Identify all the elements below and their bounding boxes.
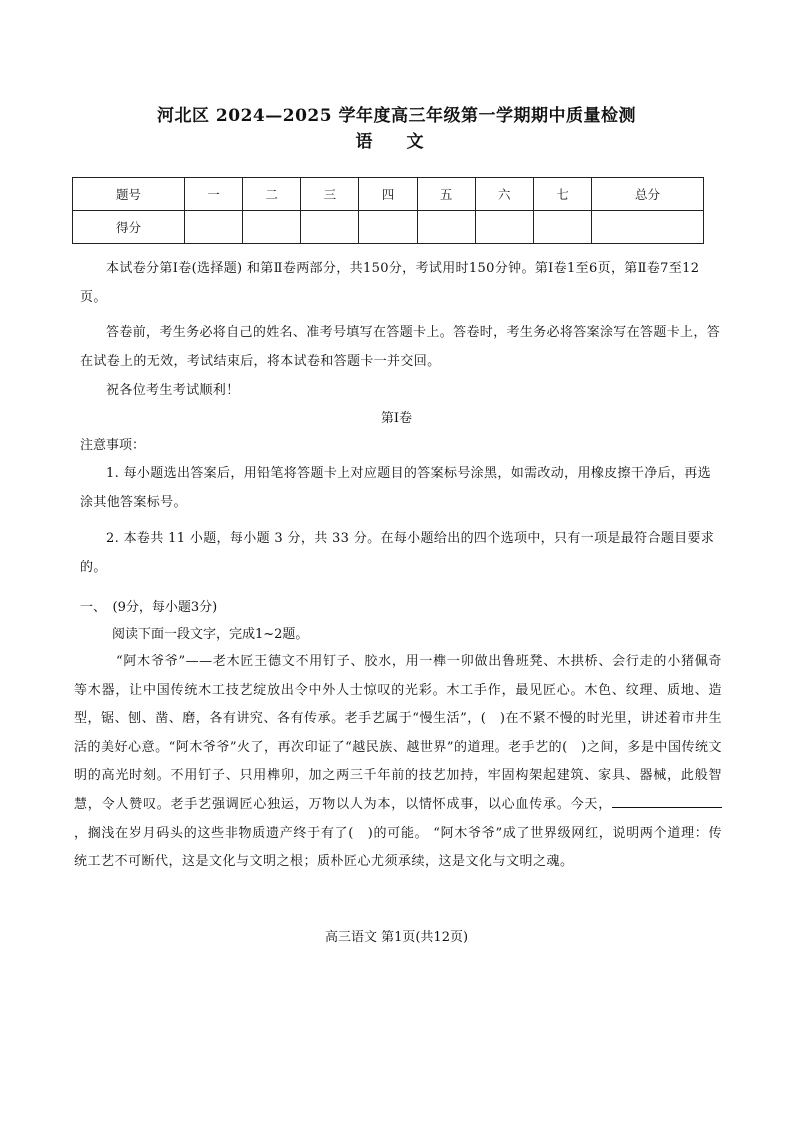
page-footer: 高三语文 第1页(共12页) [324, 930, 469, 945]
score-table-header-cell: 题号 [73, 178, 185, 211]
score-table-header-cell: 三 [301, 178, 359, 211]
score-row-label: 得分 [73, 211, 185, 244]
exam-title: 河北区 2024—2025 学年度高三年级第一学期期中质量检测 [157, 106, 636, 126]
score-input-cell [533, 211, 591, 244]
fill-in-blank[interactable] [612, 793, 722, 808]
score-input-cell [417, 211, 475, 244]
part-one-instruction: 阅读下面一段文字，完成1~2题。 [112, 627, 309, 642]
notice-label: 注意事项： [80, 438, 146, 453]
score-input-cell [592, 211, 704, 244]
score-table [72, 177, 704, 244]
score-table-header-cell: 总分 [592, 178, 704, 211]
score-input-cell [243, 211, 301, 244]
score-table-score-row [73, 211, 704, 244]
score-table-header-cell: 四 [359, 178, 417, 211]
part-one-heading: 一、 (9分，每小题3分) [80, 600, 218, 615]
intro-paragraph-3: 祝各位考生考试顺利！ [106, 383, 240, 398]
notice-item-1: 1. 每小题选出答案后，用铅笔将答题卡上对应题目的答案标号涂黑，如需改动，用橡皮擦干净后，再选涂其他答案标号。 [80, 466, 711, 510]
score-table-header-cell: 一 [184, 178, 242, 211]
score-table-header-row [73, 178, 704, 211]
intro-paragraph-1: 本试卷分第Ⅰ卷(选择题) 和第Ⅱ卷两部分，共150分，考试用时150分钟。第Ⅰ卷1至6页，第Ⅱ卷7至12页。 [80, 261, 700, 305]
reading-passage [74, 648, 722, 877]
score-table-header-cell: 五 [417, 178, 475, 211]
passage-part-a: “阿木爷爷”——老木匠王德文不用钉子、胶水，用一榫一卯做出鲁班凳、木拱桥、会行走的小猪佩奇等木器，让中国传统木工技艺绽放出令中外人士惊叹的光彩。木工手作，最见匠心。木色、纹理、质地、造型，锯、刨、凿、磨，各有讲究、各有传承。老手艺属于“慢生活”，( )在不紧不慢的时光里，讲述着市井生活的美好心意。“阿木爷爷”火了，再次印证了“越民族、越世界”的道理。老手艺的( )之间，多是中国传统文明的高光时刻。不用钉子、只用榫卯，加之两三千年前的技艺加持，牢固构架起建筑、家具、器械，此般智慧，令人赞叹。老手艺强调匠心独运，万物以人为本，以情怀成事，以心血传承。今天， [74, 654, 722, 812]
score-input-cell [184, 211, 242, 244]
section-heading: 第Ⅰ卷 [380, 411, 413, 426]
score-table-header-cell: 七 [533, 178, 591, 211]
score-input-cell [359, 211, 417, 244]
score-table-header-cell: 六 [475, 178, 533, 211]
score-input-cell [301, 211, 359, 244]
score-table-header-cell: 二 [243, 178, 301, 211]
subject-title: 语 文 [355, 132, 438, 152]
intro-paragraph-2: 答卷前，考生务必将自己的姓名、准考号填写在答题卡上。答卷时，考生务必将答案涂写在答题卡上，答在试卷上的无效，考试结束后，将本试卷和答题卡一并交回。 [80, 325, 721, 369]
passage-part-b: ，搁浅在岁月码头的这些非物质遗产终于有了( )的可能。 “阿木爷爷”成了世界级网红，说明两个道理：传统工艺不可断代，这是文化与文明之根；质朴匠心尤须承续，这是文化与文明之魂。 [74, 825, 722, 870]
score-input-cell [475, 211, 533, 244]
notice-item-2: 2. 本卷共 11 小题，每小题 3 分，共 33 分。在每小题给出的四个选项中，只有一项是最符合题目要求的。 [80, 531, 715, 575]
